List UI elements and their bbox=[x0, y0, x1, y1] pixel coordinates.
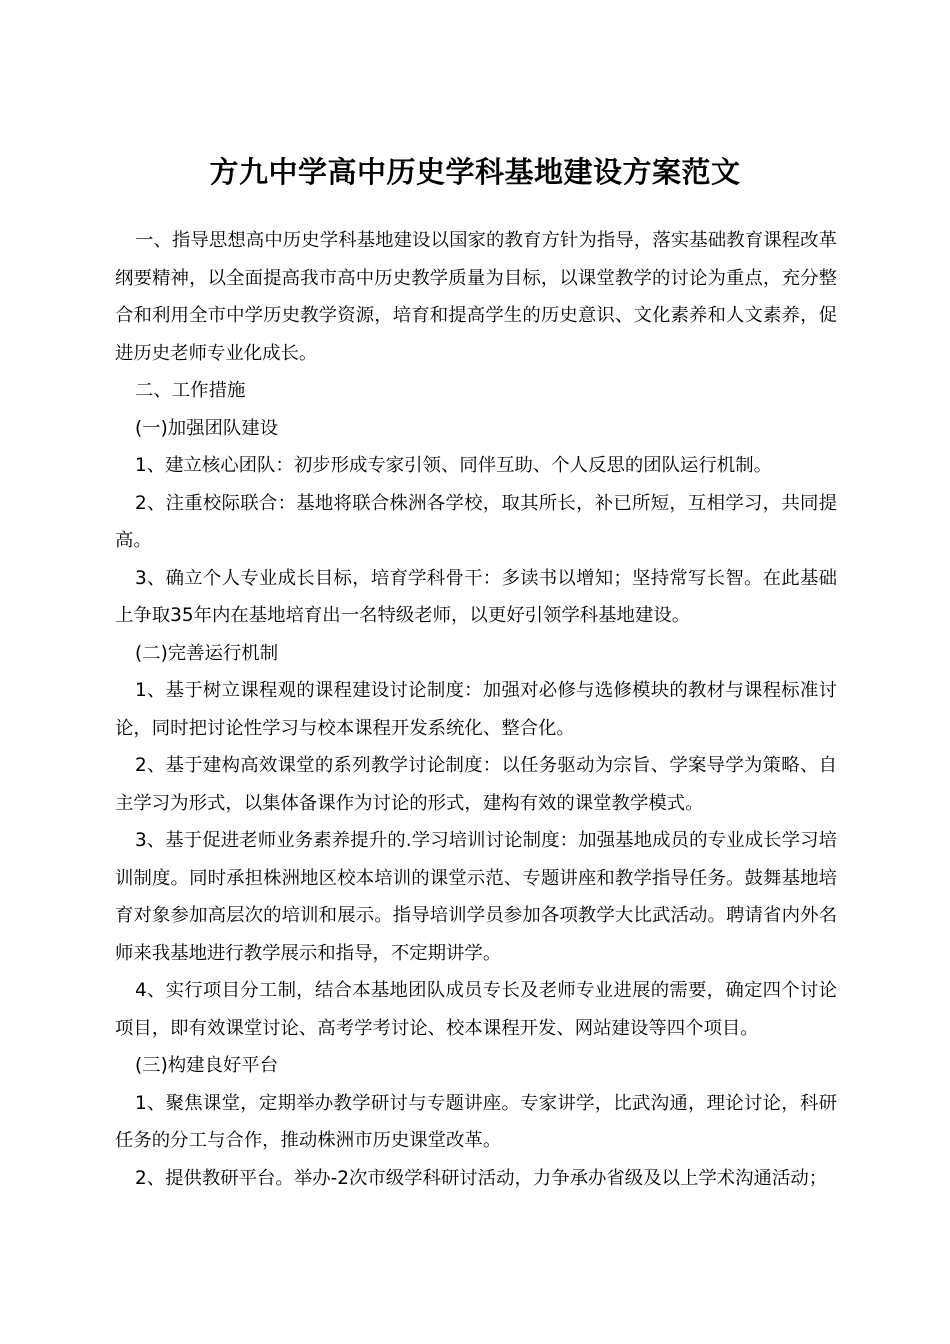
document-body bbox=[115, 222, 837, 1197]
paragraph-personal-growth: 3、确立个人专业成长目标，培育学科骨干：多读书以增知；坚持常写长智。在此基础上争取35年内在基地培育出一名特级老师，以更好引领学科基地建设。 bbox=[115, 567, 837, 626]
subheading-team-building: (一)加强团队建设 bbox=[135, 417, 279, 439]
paragraph-guiding-ideology: 一、指导思想高中历史学科基地建设以国家的教育方针为指导，落实基础教育课程改革纲要精神，以全面提高我市高中历史教学质量为目标，以课堂教学的讨论为重点，充分整合和利用全市中学历史教学资源，培育和提高学生的历史意识、文化素养和人文素养，促进历史老师专业化成长。 bbox=[115, 230, 837, 364]
paragraph-research-platform: 2、提供教研平台。举办-2次市级学科研讨活动，力争承办省级及以上学术沟通活动； bbox=[135, 1167, 828, 1189]
paragraph-classroom-focus: 1、聚焦课堂，定期举办教学研讨与专题讲座。专家讲学，比武沟通，理论讨论，科研任务的分工与合作，推动株洲市历史课堂改革。 bbox=[115, 1092, 837, 1151]
document-title: 方九中学高中历史学科基地建设方案范文 bbox=[209, 155, 741, 190]
paragraph-training-system: 3、基于促进老师业务素养提升的.学习培训讨论制度：加强基地成员的专业成长学习培训制度。同时承担株洲地区校本培训的课堂示范、专题讲座和教学指导任务。鼓舞基地培育对象参加高层次的培训和展示。指导培训学员参加各项教学大比武活动。聘请省内外名师来我基地进行教学展示和指导，不定期讲学。 bbox=[115, 830, 837, 964]
heading-work-measures: 二、工作措施 bbox=[135, 380, 246, 401]
paragraph-core-team: 1、建立核心团队：初步形成专家引领、同伴互助、个人反思的团队运行机制。 bbox=[135, 455, 772, 476]
subheading-operating-mechanism: (二)完善运行机制 bbox=[135, 642, 279, 664]
paragraph-project-division: 4、实行项目分工制，结合本基地团队成员专长及老师专业进展的需要，确定四个讨论项目，即有效课堂讨论、高考学考讨论、校本课程开发、网站建设等四个项目。 bbox=[115, 980, 837, 1039]
subheading-platform: (三)构建良好平台 bbox=[135, 1055, 279, 1076]
paragraph-inter-school: 2、注重校际联合：基地将联合株洲各学校，取其所长，补已所短，互相学习，共同提高。 bbox=[115, 492, 837, 551]
paragraph-efficient-classroom: 2、基于建构高效课堂的系列教学讨论制度：以任务驱动为宗旨、学案导学为策略、自主学习为形式，以集体备课作为讨论的形式，建构有效的课堂教学模式。 bbox=[115, 755, 837, 814]
paragraph-curriculum-system: 1、基于树立课程观的课程建设讨论制度：加强对必修与选修模块的教材与课程标准讨论，同时把讨论性学习与校本课程开发系统化、整合化。 bbox=[115, 680, 837, 739]
